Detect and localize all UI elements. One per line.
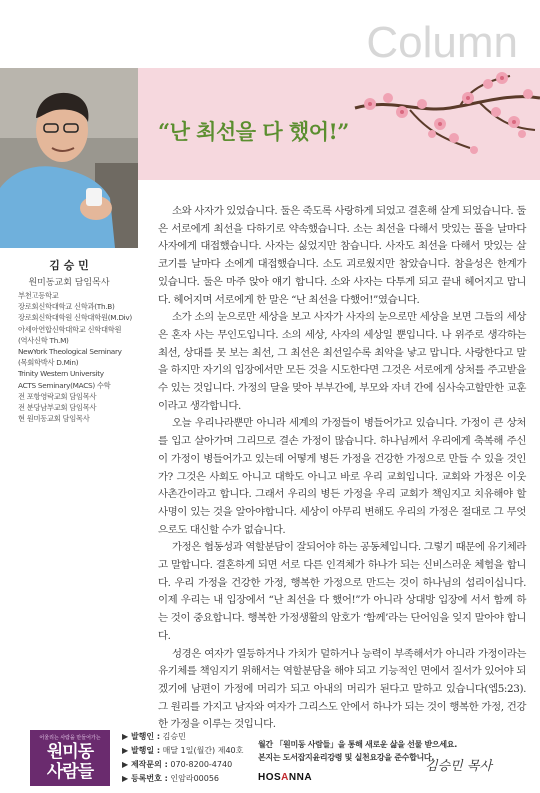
article-body [158, 203, 526, 734]
logo-title: 원미동 사람들 [46, 742, 94, 782]
cherry-blossom-illustration [350, 68, 540, 180]
author-name: 김 승 민 [49, 259, 89, 272]
author-photo [0, 68, 138, 248]
bio-line: 전 분당남부교회 담임목사 [18, 403, 97, 413]
article-paragraph: 소와 사자가 있었습니다. 둘은 죽도록 사랑하게 되었고 결혼해 살게 되었습니다. 둘은 서로에게 최선을 다하기로 약속했습니다. 소는 최선을 다해서 맛있는 풀을 날마다 사자에게 대접했습니다. 사자는 싫었지만 참습니다. 사자도 최선을 다해서 맛있는 살코기를 날마다 소에게 대접했습니다. 소도 괴로웠지만 참았습니다. 참을성은 한계가 있습니다. 둘은 마주 앉아 얘기 합니다. 소와 사자는 다투게 되고 끝내 헤어지고 맙니다. 헤어지며 서로에게 한 말은 “난 최선을 다했어!”였습니다. [158, 205, 526, 306]
footer-notice-line: 월간 「원미동 사람들」을 통해 새로운 삶을 선물 받으세요. [258, 740, 457, 749]
author-block [0, 257, 138, 288]
footer-notice [258, 738, 457, 764]
publication-info [122, 730, 243, 786]
column-title: Column [366, 18, 518, 67]
bio-line: 전 포항영락교회 담임목사 [18, 391, 97, 401]
pub-info-row: ▶ 제작문의 : 070-8200-4740 [122, 760, 233, 769]
bio-line: ACTS Seminary(MACS) 수학 [18, 380, 111, 390]
magazine-logo [30, 730, 110, 786]
article-paragraph: 오늘 우리나라뿐만 아니라 세계의 가정들이 병들어가고 있습니다. 가정이 큰 상처를 입고 살아가며 그리므로 결손 가정이 많습니다. 하나님께서 우리에게 축복해 주신 이 가정이 병들어가고 있는데 어떻게 병든 가정을 건강한 가정으로 만들 수 있을 것인가? 그것은 사회도 아니고 대학도 아니고 바로 우리 교회입니다. 교회와 가정은 이웃 사촌간이라고 합니다. 그래서 우리의 병든 가정을 우리 교회가 책임지고 치유해야 할 사명이 있는 것을 알아야합니다. 세상이 아무리 변해도 우리의 가정은 절대로 그 무엇으로도 대신할 수가 없습니다. [158, 417, 526, 536]
bio-line: 장로회신학대학원 신학대학원(M.Div) [18, 313, 132, 323]
article-paragraph: 성경은 여자가 열등하거나 가치가 덜하거나 능력이 부족해서가 아니라 가정이라는 유기체를 책임지기 위해서는 역할분담을 해야 되고 기능적인 면에서 질서가 있어야 되겠기에 남편이 가정에 머리가 되고 아내의 머리가 된다고 말하고 있습니다(엡5:23). 그 원리를 가지고 남자와 여자가 그리스도 안에서 하나가 되는 것이 행복한 가정, 건강한 가정을 이루는 것입니다. [158, 647, 526, 731]
bio-line: (목회학박사 D.Min) [18, 358, 79, 368]
bio-line: 아세아연합신학대학교 신학대학원 [18, 324, 122, 334]
bio-line: NewYork Theological Seminary [18, 347, 122, 357]
headline: “난 최선을 다 했어!” [158, 119, 349, 144]
logo-tagline: 어울리는 사람을 만들어가는 [39, 735, 101, 741]
bio-line: Trinity Western University [18, 369, 104, 379]
article-paragraph: 소가 소의 눈으로만 세상을 보고 사자가 사자의 눈으로만 세상을 보면 그들의 세상은 혼자 사는 무인도입니다. 소의 세상, 사자의 세상일 뿐입니다. 나 위주로 생각하는 최선, 상대를 못 보는 최선, 그 최선은 최선일수록 최악을 낳고 맙니다. 사랑한다고 말을 하지만 자기의 입장에서만 모든 것을 시도한다면 그것은 서로에게 상처를 주고받을 수 있는 것입니다. 가정의 달을 맞아 부부간에, 부모와 자녀 간에 심사숙고할만한 교훈이라고 생각합니다. [158, 311, 526, 412]
bio-line: 장로회신학대학교 신학과(Th.B) [18, 302, 115, 312]
author-role: 원미동교회 담임목사 [28, 278, 110, 288]
signature: 김승민 목사 [425, 759, 492, 774]
pub-info-row: ▶ 등록번호 : 인암라00056 [122, 774, 220, 783]
bio-line: (역사신학 Th.M) [18, 335, 69, 345]
author-bio [18, 290, 136, 424]
bio-line: 부천고등학교 [18, 291, 59, 300]
pub-info-row: ▶ 발행인 : 김승민 [122, 732, 186, 741]
article-paragraph: 가정은 협동성과 역할분담이 잘되어야 하는 공동체입니다. 그렇기 때문에 유기체라고 말합니다. 결혼하게 되면 서로 다른 인격체가 하나가 되는 신비스러운 체험을 합니다. 우리 가정을 건강한 가정, 행복한 가정으로 만드는 것이 하나님의 섭리이십니다. 이제 우리는 내 입장에서 “난 최선을 다 했어!”가 아니라 상대방 입장에 서서 함께 하는 것이 중요합니다. 행복한 가정생활의 암호가 ‘함께’라는 단어임을 잊지 말아야 합니다. [158, 541, 526, 642]
hosanna-brand: HOSANNA [258, 772, 313, 783]
footer-notice-line: 본지는 도서잡지윤리강령 및 실천요강을 준수합니다. [258, 753, 435, 762]
pub-info-row: ▶ 발행일 : 매달 1일(월간) 제40호 [122, 746, 244, 755]
bio-line: 현 원미동교회 담임목사 [18, 414, 90, 424]
